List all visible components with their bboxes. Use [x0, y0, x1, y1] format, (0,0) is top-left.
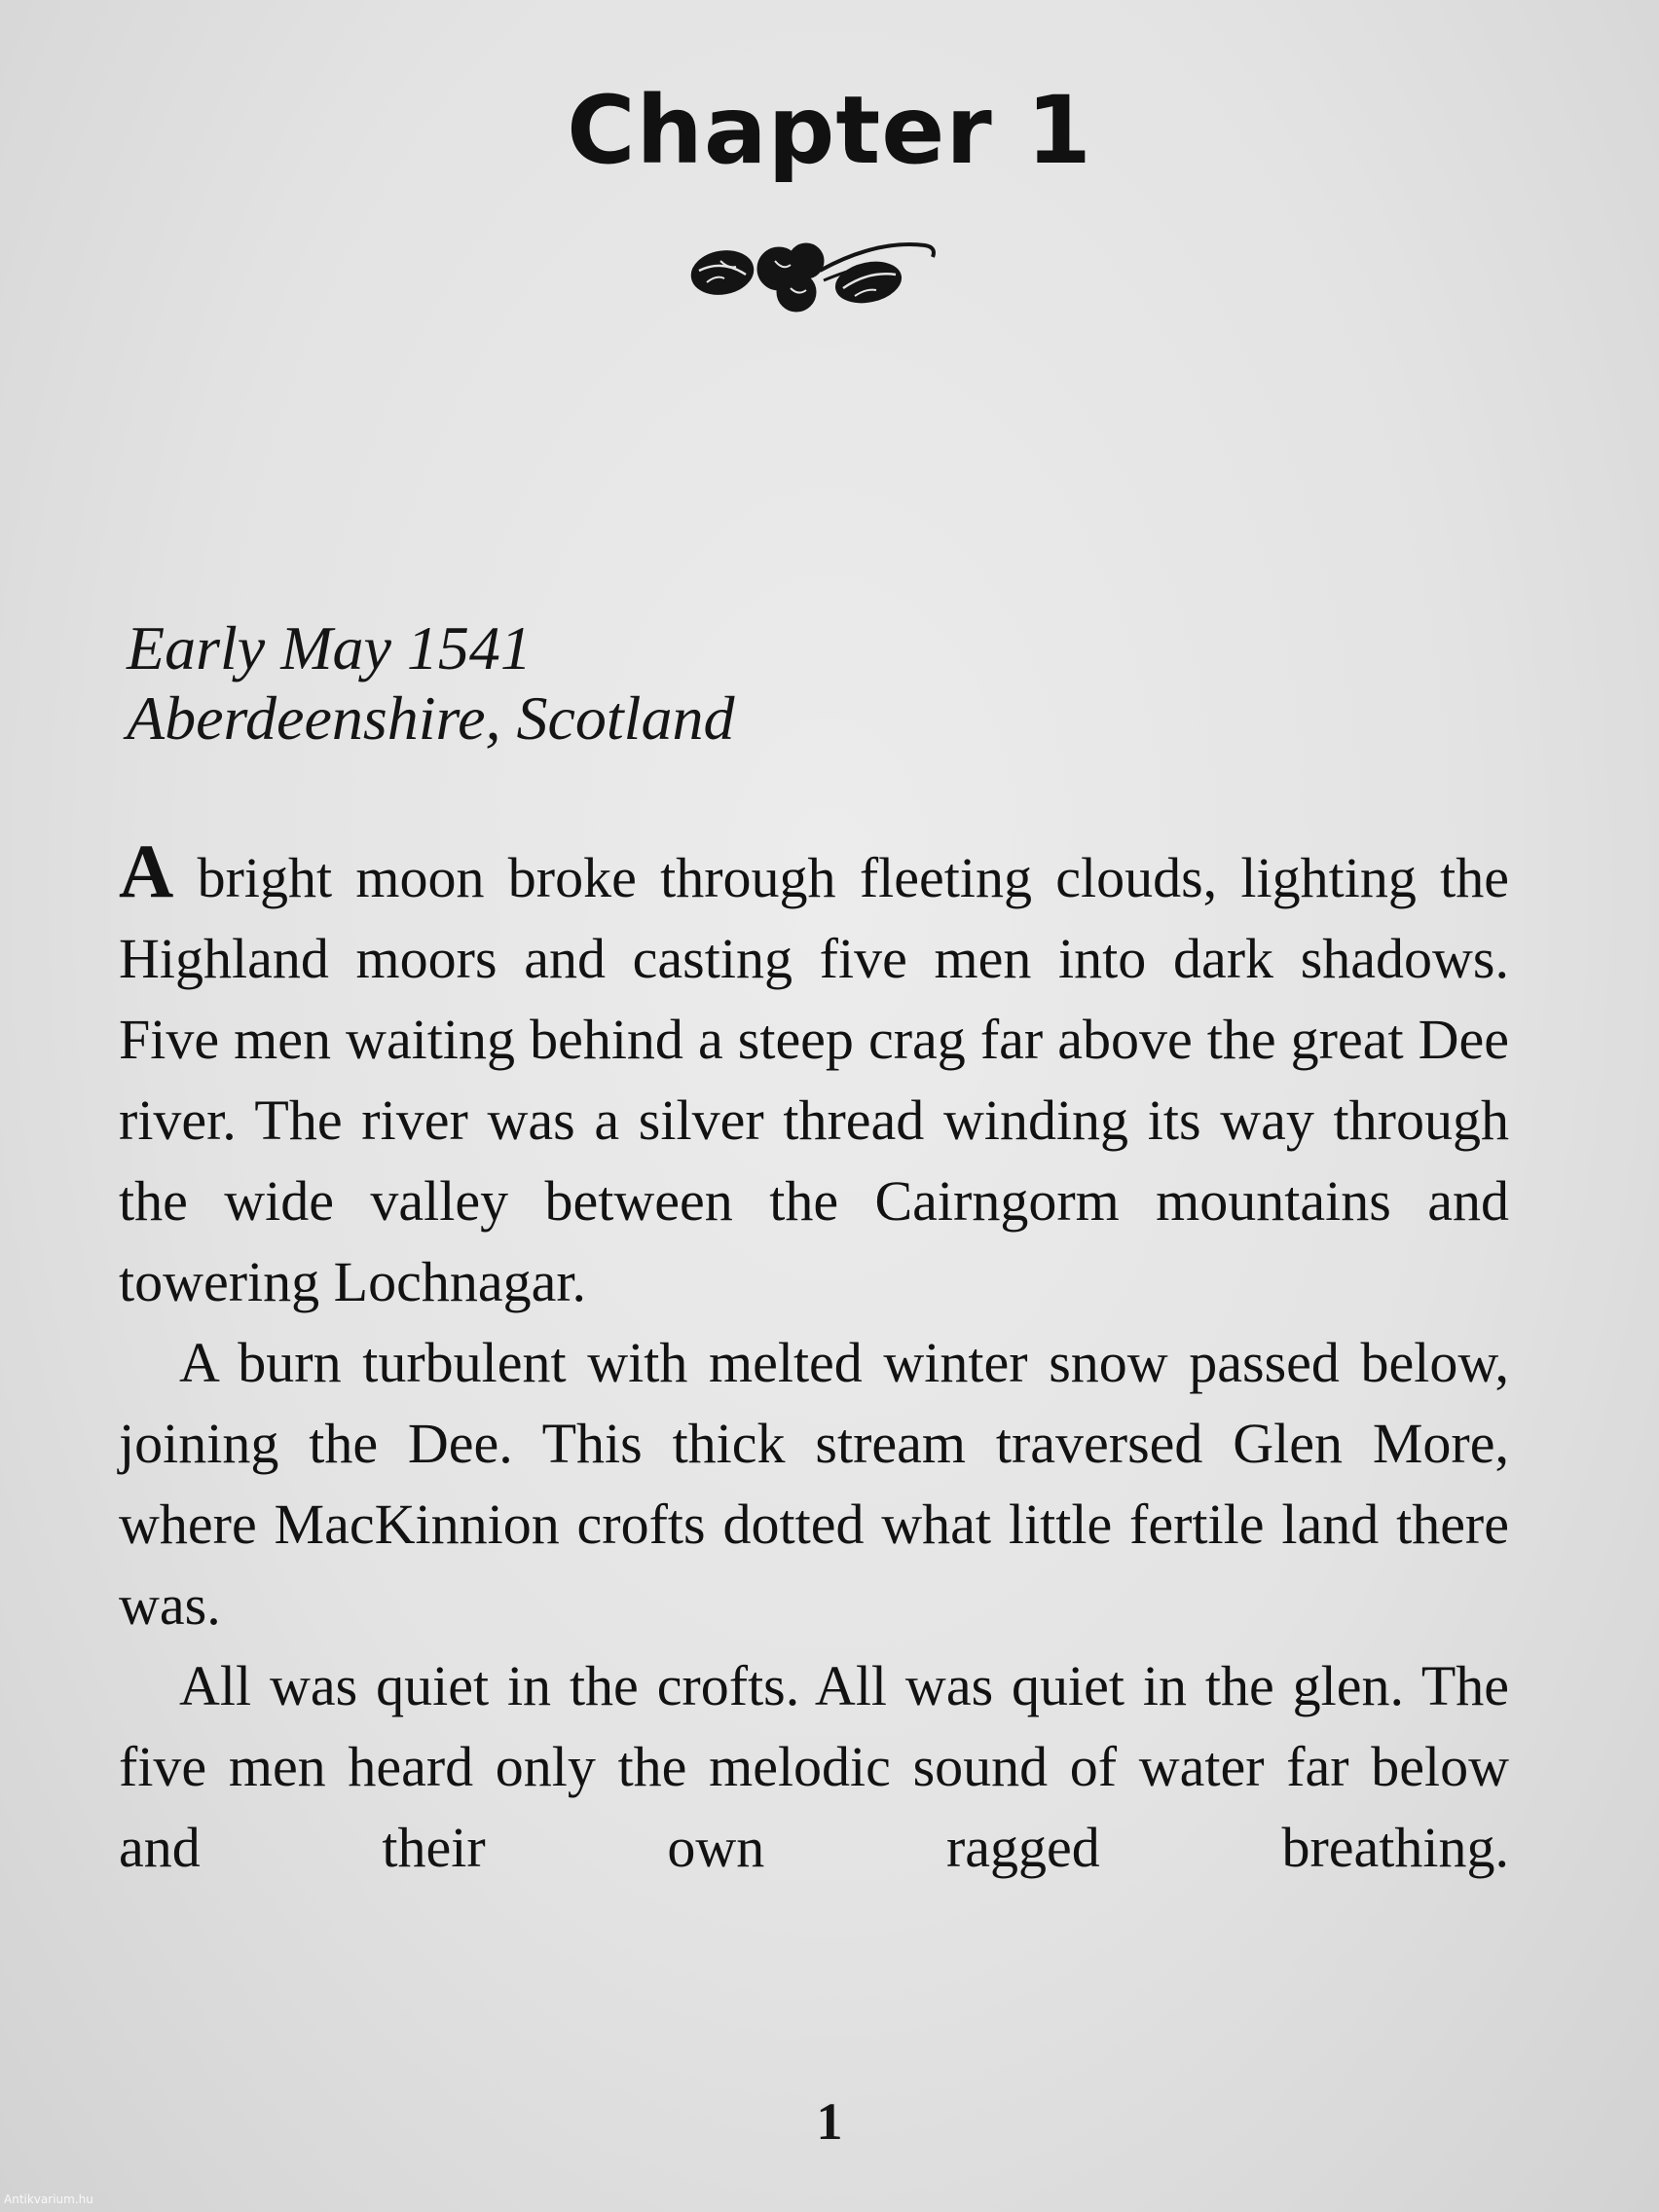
paragraph-3: All was quiet in the crofts. All was quiet in the glen. The five men heard only the melodic sound of water far below and their own ragged breathing.: [119, 1654, 1509, 1879]
dateline: [127, 613, 734, 754]
dateline-location: Aberdeenshire, Scotland: [127, 683, 735, 753]
page-number: 1: [816, 2092, 843, 2151]
paragraph-1: [119, 829, 1509, 1322]
paragraph-2: A burn turbulent with melted winter snow passed below, joining the Dee. This thick stream traversed Glen More, where MacKinnion crofts dotted what little fertile land there was.: [119, 1331, 1509, 1637]
chapter-title: Chapter 1: [567, 76, 1092, 185]
chapter-body: [119, 829, 1509, 1888]
dateline-date: Early May 1541: [127, 613, 532, 682]
paragraph-1-text: bright moon broke through fleeting clouds, lighting the Highland moors and casting five men into dark shadows. Five men waiting behind a steep crag far above the great Dee river. The river was a silver thread winding its way through the wide valley between the Cairngorm mountains and towering Lochnagar.: [119, 846, 1509, 1313]
drop-cap: A: [119, 829, 174, 913]
floral-ornament-icon: [682, 232, 944, 329]
watermark: Antikvarium.hu: [4, 2193, 93, 2206]
